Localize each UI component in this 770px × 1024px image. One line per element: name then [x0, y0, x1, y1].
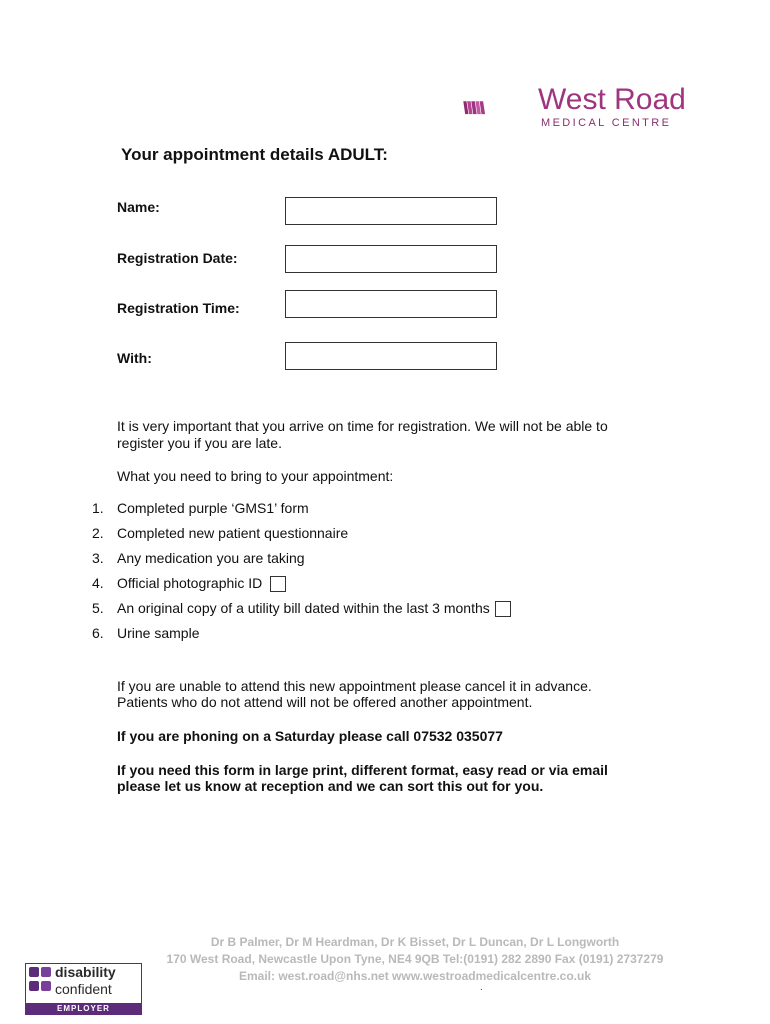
name-label: Name: [117, 199, 160, 215]
footer-contact: Email: west.road@nhs.net www.westroadmedicalcentre.co.uk [238, 969, 592, 983]
list-item-number: 5. [92, 600, 104, 616]
list-item-number: 1. [92, 500, 104, 516]
with-label: With: [117, 350, 152, 366]
registration-time-field[interactable] [285, 290, 497, 318]
with-field[interactable] [285, 342, 497, 370]
list-item-text: Official photographic ID [117, 575, 263, 591]
list-item-number: 6. [92, 625, 104, 641]
saturday-phone-notice: If you are phoning on a Saturday please call 07532 035077 [117, 728, 503, 744]
list-item-text: Completed purple ‘GMS1’ form [117, 500, 309, 516]
logo-name: West Road [538, 83, 686, 116]
list-item-number: 3. [92, 550, 104, 566]
large-print-notice-line2: please let us know at reception and we can sort this out for you. [117, 778, 544, 794]
logo-subtitle: MEDICAL CENTRE [541, 117, 672, 129]
cancel-notice-line1: If you are unable to attend this new appointment please cancel it in advance. [117, 678, 592, 694]
west-road-logo-mark-icon [462, 84, 542, 132]
list-item-text: Urine sample [117, 625, 200, 641]
list-item-number: 4. [92, 575, 104, 591]
large-print-notice-line1: If you need this form in large print, different format, easy read or via email [117, 762, 608, 778]
photo-id-checkbox[interactable] [270, 576, 286, 592]
badge-line1: disability [55, 964, 116, 980]
bring-intro: What you need to bring to your appointment: [117, 468, 394, 484]
page-title: Your appointment details ADULT: [121, 145, 388, 164]
list-item-text: Any medication you are taking [117, 550, 305, 566]
arrival-notice-line1: It is very important that you arrive on time for registration. We will not be able to [117, 418, 608, 434]
registration-date-field[interactable] [285, 245, 497, 273]
name-field[interactable] [285, 197, 497, 225]
list-item-text: Completed new patient questionnaire [117, 525, 349, 541]
list-item-text: An original copy of a utility bill dated within the last 3 months [117, 600, 490, 616]
footer-dot: . [480, 982, 483, 993]
registration-date-label: Registration Date: [117, 250, 238, 266]
badge-line2: confident [55, 981, 112, 997]
disability-confident-badge [25, 963, 142, 1015]
footer-doctors: Dr B Palmer, Dr M Heardman, Dr K Bisset, Dr L Duncan, Dr L Longworth [210, 935, 620, 949]
list-item-number: 2. [92, 525, 104, 541]
arrival-notice-line2: register you if you are late. [117, 435, 282, 451]
footer-address: 170 West Road, Newcastle Upon Tyne, NE4 9QB Tel:(0191) 282 2890 Fax (0191) 2737279 [166, 952, 664, 966]
badge-line3: EMPLOYER [57, 1004, 110, 1013]
cancel-notice-line2: Patients who do not attend will not be offered another appointment. [117, 694, 533, 710]
registration-time-label: Registration Time: [117, 300, 240, 316]
utility-bill-checkbox[interactable] [495, 601, 511, 617]
